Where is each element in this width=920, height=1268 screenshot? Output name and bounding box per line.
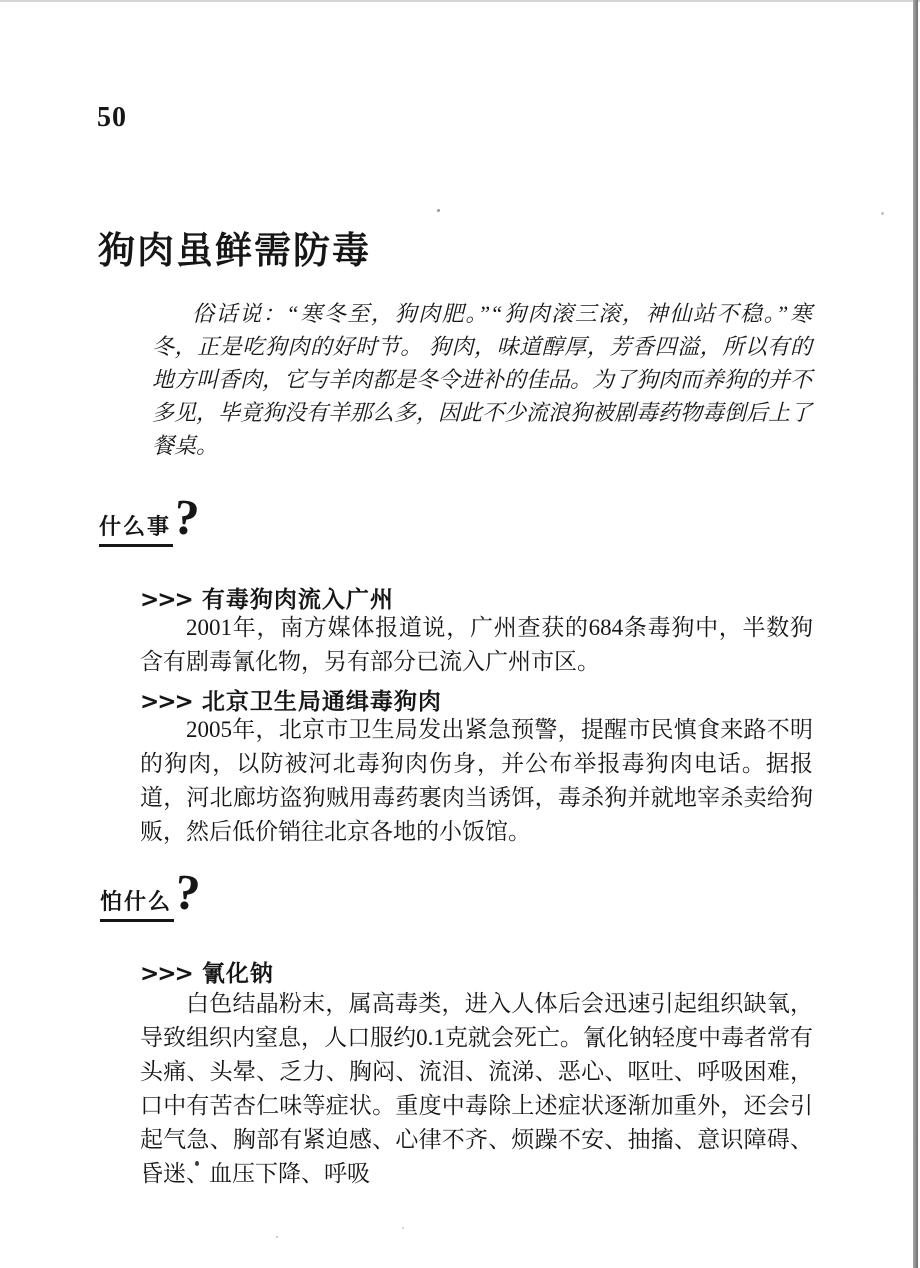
scan-speck bbox=[881, 212, 884, 215]
body-paragraph: 2005年，北京市卫生局发出紧急预警，提醒市民慎食来路不明的狗肉，以防被河北毒狗肉伤身，并公布举报毒狗肉电话。据报道，河北廊坊盗狗贼用毒药裹肉当诱饵，毒杀狗并就地宰杀卖给狗贩，然后低价销往北京各地的小饭馆。 bbox=[140, 717, 813, 844]
scan-right-edge-line bbox=[913, 0, 918, 1268]
chevron-marker-icon: >>> bbox=[140, 587, 192, 613]
subheading-label: 氰化钠 bbox=[201, 961, 274, 987]
intro-paragraph: 俗话说：“寒冬至，狗肉肥。”“狗肉滚三滚，神仙站不稳。”寒冬，正是吃狗肉的好时节。 狗肉，味道醇厚，芳香四溢，所以有的地方叫香肉，它与羊肉都是冬令进补的佳品。为了狗肉而养狗的并不多见，毕竟狗没有羊那么多，因此不少流浪狗被剧毒药物毒倒后上了餐桌。 bbox=[152, 301, 813, 458]
body-paragraph: 白色结晶粉末，属高毒类，进入人体后会迅速引起组织缺氧，导致组织内窒息，人口服约0.1克就会死亡。氰化钠轻度中毒者常有头痛、头晕、乏力、胸闷、流泪、流涕、恶心、呕吐、呼吸困难，口中有苦杏仁味等症状。重度中毒除上述症状逐渐加重外，还会引起气急、胸部有紧迫感、心律不齐、烦躁不安、抽搐、意识障碍、昏迷、血压下降、呼吸 bbox=[140, 991, 813, 1186]
chevron-marker-icon: >>> bbox=[140, 961, 192, 987]
scan-top-edge-line bbox=[0, 0, 920, 2]
subheading-beijing-health-bureau bbox=[140, 683, 813, 716]
subheading-poison-dog-meat-guangzhou bbox=[140, 581, 813, 614]
page-number: 50 bbox=[97, 102, 127, 133]
section-heading-what-happened bbox=[99, 487, 202, 547]
subheading-sodium-cyanide bbox=[140, 955, 813, 988]
section-heading-label: 怕什么 bbox=[100, 885, 174, 922]
subheading-label: 北京卫生局通缉毒狗肉 bbox=[201, 689, 442, 715]
article-title: 狗肉虽鲜需防毒 bbox=[98, 231, 371, 272]
scan-speck bbox=[437, 209, 440, 212]
subheading-label: 有毒狗肉流入广州 bbox=[201, 587, 394, 613]
scan-speck bbox=[276, 1236, 278, 1238]
section-heading-what-to-fear bbox=[100, 862, 203, 922]
scan-speck bbox=[402, 1227, 404, 1229]
question-mark-icon: ? bbox=[172, 862, 203, 922]
chevron-marker-icon: >>> bbox=[140, 689, 192, 715]
body-paragraph: 2001年，南方媒体报道说，广州查获的684条毒狗中，半数狗含有剧毒氰化物，另有部分已流入广州市区。 bbox=[140, 615, 813, 674]
section-heading-label: 什么事 bbox=[99, 510, 173, 547]
question-mark-icon: ? bbox=[171, 487, 202, 547]
